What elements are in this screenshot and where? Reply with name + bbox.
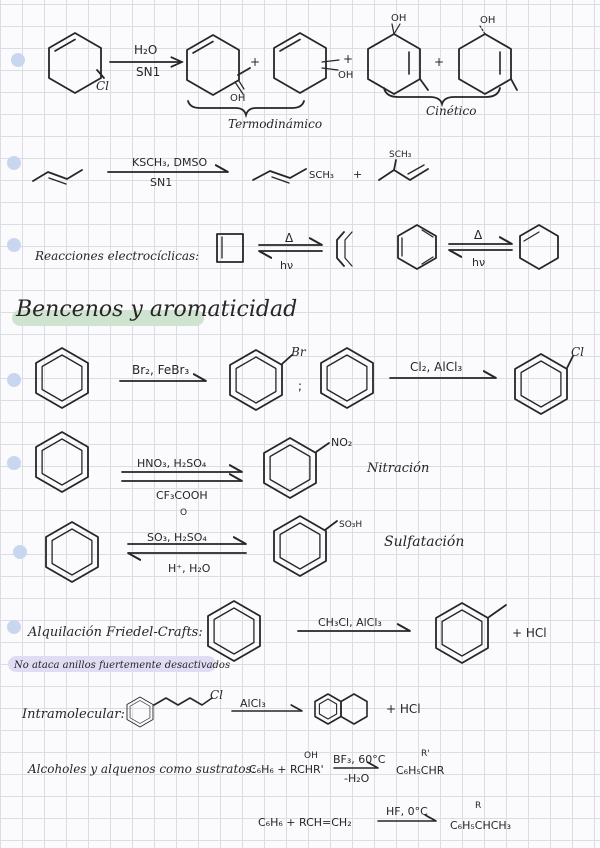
- row1-text: [96, 13, 495, 131]
- warning-text: No ataca anillos fuertemente desactivados: [14, 660, 231, 671]
- eq2-left: C₆H₆ + RCH=CH₂: [258, 816, 352, 829]
- plus-sign: +: [250, 55, 261, 69]
- reagent-sn1-2: SN1: [150, 176, 173, 189]
- separator: ;: [298, 379, 303, 393]
- friedel-text: [13, 616, 547, 671]
- hv-label: hν: [472, 256, 486, 269]
- hv-label: hν: [280, 259, 294, 272]
- toluene-icon: [436, 603, 488, 663]
- reagent-hno3: HNO₃, H₂SO₄: [137, 457, 207, 470]
- delta-label: Δ: [285, 231, 294, 245]
- oh-label: OH: [391, 13, 407, 24]
- nitration-label: Nitración: [367, 461, 430, 476]
- reagent-ch3cl: CH₃Cl, AlCl₃: [318, 616, 382, 629]
- benzene-icon: [36, 348, 88, 408]
- cl-label: Cl: [571, 345, 585, 359]
- row-sn1-hydration: [49, 24, 517, 115]
- plus-sign: +: [434, 55, 445, 69]
- intra-label: Intramolecular:: [22, 707, 125, 722]
- reagent-ksch3: KSCH₃, DMSO: [132, 156, 208, 169]
- cyclohexene-reactant: [49, 33, 101, 93]
- reagent-sn1: SN1: [136, 65, 161, 79]
- reagent-cl2: Cl₂, AlCl₃: [410, 360, 463, 374]
- benzene-icon: [46, 522, 98, 582]
- eq1-reagent: BF₃, 60°C: [333, 753, 386, 766]
- electrocyclic-label: Reacciones electrocíclicas:: [35, 249, 200, 263]
- eq2-reagent: HF, 0°C: [386, 805, 428, 818]
- eq2-product-sub: R: [475, 801, 482, 811]
- friedel-label: Alquilación Friedel-Crafts:: [28, 625, 203, 640]
- hcl-label: + HCl: [386, 702, 421, 716]
- sulfonation-text: [147, 520, 464, 575]
- hcl-label: + HCl: [512, 626, 547, 640]
- sulfonation-label: Sulfatación: [384, 534, 465, 550]
- bromobenzene-icon: [230, 350, 282, 410]
- so3h-label: SO₃H: [339, 520, 363, 530]
- row-electrocyclic: [217, 225, 558, 269]
- eq1-water: -H₂O: [344, 772, 370, 785]
- eq1-product: C₆H₅CHR: [396, 764, 445, 777]
- alcohols-text: [27, 749, 511, 832]
- chlorobenzene-icon: [515, 354, 567, 414]
- reagent-cf3cooh: CF₃COOH: [156, 489, 208, 502]
- section-title: Bencenos y aromaticidad: [16, 297, 298, 322]
- cyclohexene-product-1: [187, 35, 239, 95]
- row3-text: [34, 228, 485, 272]
- sch3-label: SCH₃: [389, 150, 412, 160]
- benzene-icon: [208, 601, 260, 661]
- row2-text: [132, 150, 412, 189]
- eq2-product: C₆H₅CHCH₃: [450, 819, 512, 832]
- reagent-br2: Br₂, FeBr₃: [132, 363, 190, 377]
- cl-label: Cl: [96, 79, 110, 93]
- oh-label: OH: [338, 70, 354, 81]
- reagent-h-h2o: H⁺, H₂O: [168, 562, 211, 575]
- cyclohexene-product-2: [274, 33, 326, 93]
- plus-sign: +: [353, 168, 363, 181]
- row-sn1-thiol: [33, 160, 428, 184]
- delta-label: Δ: [474, 228, 483, 242]
- nitrobenzene-icon: [264, 438, 316, 498]
- cinetico-label: Cinético: [426, 104, 477, 118]
- sch3-label: SCH₃: [309, 170, 334, 181]
- sulfonic-benzene-icon: [274, 516, 326, 576]
- cl-label: Cl: [210, 688, 224, 702]
- row-friedel: [208, 601, 506, 663]
- br-label: Br: [291, 345, 306, 359]
- alcohols-label: Alcoholes y alquenos como sustratos:: [28, 762, 256, 776]
- carbonyl-o: O: [180, 508, 188, 518]
- oh-label: OH: [230, 93, 246, 104]
- reagent-so3: SO₃, H₂SO₄: [147, 531, 207, 544]
- termodinamico-label: Termodinámico: [228, 117, 323, 131]
- intra-text: [21, 688, 421, 722]
- plus-sign: +: [343, 52, 354, 66]
- benzene-icon: [127, 697, 153, 727]
- eq1-oh: OH: [304, 751, 318, 761]
- benzene-icon: [321, 348, 373, 408]
- reagent-alcl3: AlCl₃: [240, 697, 266, 710]
- eq1-product-sub: R': [421, 749, 430, 759]
- eq1-left: C₆H₆ + RCHR': [249, 763, 324, 776]
- no2-label: NO₂: [331, 436, 353, 449]
- reagent-h2o: H₂O: [134, 43, 158, 57]
- bullets: [7, 53, 27, 634]
- benzene-icon: [36, 432, 88, 492]
- oh-label: OH: [480, 15, 496, 26]
